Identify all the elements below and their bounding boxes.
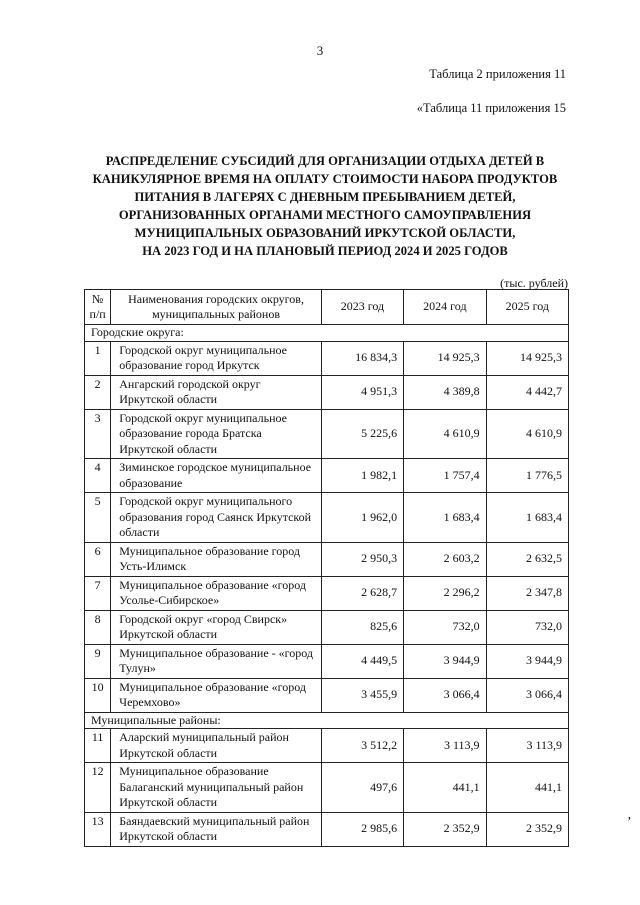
row-name-line: образование города Братска bbox=[119, 426, 262, 440]
table-row bbox=[85, 459, 569, 493]
title-line: КАНИКУЛЯРНОЕ ВРЕМЯ НА ОПЛАТУ СТОИМОСТИ НАБОРА ПРОДУКТОВ bbox=[92, 172, 558, 186]
row-number: 10 bbox=[85, 678, 111, 712]
row-name-line: Городской округ «город Свирск» bbox=[119, 611, 288, 626]
header-number-line2: п/п bbox=[89, 307, 106, 321]
table-row bbox=[85, 812, 569, 846]
row-name-line: Иркутской области bbox=[119, 795, 218, 809]
row-name-line: области bbox=[119, 525, 160, 539]
value-2025: 1 776,5 bbox=[486, 459, 568, 493]
table-row bbox=[85, 729, 569, 763]
header-2023: 2023 год bbox=[321, 290, 403, 325]
row-name bbox=[111, 493, 322, 543]
value-2023: 4 951,3 bbox=[321, 375, 403, 409]
header-name-line2: муниципальных районов bbox=[152, 307, 280, 321]
group-row-districts bbox=[85, 712, 569, 729]
row-name bbox=[111, 812, 322, 846]
value-2024: 3 113,9 bbox=[404, 729, 486, 763]
value-2024: 1 757,4 bbox=[404, 459, 486, 493]
row-name-line: Муниципальное образование город bbox=[119, 543, 301, 558]
value-2024: 732,0 bbox=[404, 610, 486, 644]
row-name bbox=[111, 375, 322, 409]
table-row bbox=[85, 576, 569, 610]
table-row bbox=[85, 341, 569, 375]
value-2025: 732,0 bbox=[486, 610, 568, 644]
table-reference-line-2: «Таблица 11 приложения 15 bbox=[416, 101, 566, 115]
row-number: 9 bbox=[85, 644, 111, 678]
table-reference-line-1: Таблица 2 приложения 11 bbox=[429, 67, 566, 81]
title-line: РАСПРЕДЕЛЕНИЕ СУБСИДИЙ ДЛЯ ОРГАНИЗАЦИИ ОТДЫХА ДЕТЕЙ В bbox=[105, 154, 545, 168]
group-row-urban bbox=[85, 325, 569, 342]
title-line: ОРГАНИЗОВАННЫХ ОРГАНАМИ МЕСТНОГО САМОУПРАВЛЕНИЯ bbox=[118, 208, 532, 222]
header-number bbox=[85, 290, 111, 325]
value-2023: 3 512,2 bbox=[321, 729, 403, 763]
row-name bbox=[111, 644, 322, 678]
value-2023: 497,6 bbox=[321, 763, 403, 813]
table-row bbox=[85, 678, 569, 712]
row-number: 5 bbox=[85, 493, 111, 543]
header-number-line1: № bbox=[91, 291, 104, 306]
row-name bbox=[111, 409, 322, 459]
margin-mark: ’ bbox=[627, 815, 632, 830]
title-line: МУНИЦИПАЛЬНЫХ ОБРАЗОВАНИЙ ИРКУТСКОЙ ОБЛАСТИ, bbox=[134, 226, 516, 240]
row-name-line: Аларский муниципальный район bbox=[119, 730, 289, 744]
value-2025: 2 347,8 bbox=[486, 576, 568, 610]
row-number: 12 bbox=[85, 763, 111, 813]
value-2025: 3 066,4 bbox=[486, 678, 568, 712]
row-name-line: Муниципальное образование «город bbox=[119, 679, 307, 694]
table-row bbox=[85, 375, 569, 409]
value-2024: 441,1 bbox=[404, 763, 486, 813]
value-2025: 1 683,4 bbox=[486, 493, 568, 543]
table-row bbox=[85, 644, 569, 678]
value-2023: 2 950,3 bbox=[321, 542, 403, 576]
value-2023: 16 834,3 bbox=[321, 341, 403, 375]
value-2023: 2 985,6 bbox=[321, 812, 403, 846]
value-2025: 441,1 bbox=[486, 763, 568, 813]
header-name-line1: Наименования городских округов, bbox=[128, 291, 304, 306]
value-2024: 2 603,2 bbox=[404, 542, 486, 576]
value-2025: 3 113,9 bbox=[486, 729, 568, 763]
group-label: Городские округа: bbox=[85, 325, 569, 342]
row-name-line: Иркутской области bbox=[119, 441, 218, 456]
row-name-line: Черемхово» bbox=[119, 695, 181, 709]
row-number: 8 bbox=[85, 610, 111, 644]
value-2025: 2 352,9 bbox=[486, 812, 568, 846]
row-name-line: Иркутской области bbox=[119, 745, 218, 760]
row-name-line: Баяндаевский муниципальный район bbox=[119, 813, 310, 828]
row-name-line: Тулун» bbox=[119, 661, 156, 675]
row-number: 4 bbox=[85, 459, 111, 493]
header-2024: 2024 год bbox=[404, 290, 486, 325]
row-number: 2 bbox=[85, 375, 111, 409]
table-row bbox=[85, 493, 569, 543]
row-number: 7 bbox=[85, 576, 111, 610]
subsidy-table bbox=[84, 289, 569, 847]
row-name bbox=[111, 459, 322, 493]
value-2025: 4 610,9 bbox=[486, 409, 568, 459]
table-row bbox=[85, 409, 569, 459]
page-number: 3 bbox=[316, 43, 324, 58]
row-name-line: Муниципальное образование - «город bbox=[119, 645, 314, 660]
row-name-line: образования город Саянск Иркутской bbox=[119, 509, 312, 524]
value-2024: 14 925,3 bbox=[404, 341, 486, 375]
row-name bbox=[111, 729, 322, 763]
value-2025: 4 442,7 bbox=[486, 375, 568, 409]
table-header-row bbox=[85, 290, 569, 325]
row-name-line: Иркутской области bbox=[119, 829, 218, 843]
row-name-line: Городской округ муниципальное bbox=[119, 410, 287, 425]
title-line: ПИТАНИЯ В ЛАГЕРЯХ С ДНЕВНЫМ ПРЕБЫВАНИЕМ ДЕТЕЙ, bbox=[134, 190, 516, 204]
row-number: 13 bbox=[85, 812, 111, 846]
value-2024: 4 389,8 bbox=[404, 375, 486, 409]
row-name-line: Иркутской области bbox=[119, 627, 218, 641]
row-name-line: образование bbox=[119, 475, 183, 490]
row-name-line: Усолье-Сибирское» bbox=[119, 593, 220, 607]
row-name bbox=[111, 763, 322, 813]
title-line: НА 2023 ГОД И НА ПЛАНОВЫЙ ПЕРИОД 2024 И 2025 ГОДОВ bbox=[142, 244, 508, 258]
row-number: 1 bbox=[85, 341, 111, 375]
value-2023: 3 455,9 bbox=[321, 678, 403, 712]
table-row bbox=[85, 610, 569, 644]
row-name-line: Балаганский муниципальный район bbox=[119, 779, 304, 794]
header-2025: 2025 год bbox=[486, 290, 568, 325]
value-2023: 825,6 bbox=[321, 610, 403, 644]
row-name bbox=[111, 341, 322, 375]
row-name-line: Муниципальное образование bbox=[119, 764, 269, 778]
row-name-line: Зиминское городское муниципальное bbox=[119, 460, 312, 474]
header-name bbox=[111, 290, 322, 325]
row-name-line: образование город Иркутск bbox=[119, 358, 260, 372]
value-2025: 2 632,5 bbox=[486, 542, 568, 576]
value-2023: 1 982,1 bbox=[321, 459, 403, 493]
row-name-line: Иркутской области bbox=[119, 392, 218, 406]
table-row bbox=[85, 542, 569, 576]
value-2023: 4 449,5 bbox=[321, 644, 403, 678]
value-2024: 3 944,9 bbox=[404, 644, 486, 678]
value-2024: 4 610,9 bbox=[404, 409, 486, 459]
row-name bbox=[111, 542, 322, 576]
units-label: (тыс. рублей) bbox=[500, 276, 568, 290]
group-label: Муниципальные районы: bbox=[85, 712, 569, 729]
value-2024: 2 352,9 bbox=[404, 812, 486, 846]
row-name bbox=[111, 610, 322, 644]
row-name bbox=[111, 576, 322, 610]
value-2023: 1 962,0 bbox=[321, 493, 403, 543]
value-2025: 3 944,9 bbox=[486, 644, 568, 678]
row-number: 6 bbox=[85, 542, 111, 576]
value-2024: 3 066,4 bbox=[404, 678, 486, 712]
document-title bbox=[70, 152, 580, 260]
value-2025: 14 925,3 bbox=[486, 341, 568, 375]
row-name-line: Усть-Илимск bbox=[119, 559, 187, 573]
value-2024: 2 296,2 bbox=[404, 576, 486, 610]
value-2024: 1 683,4 bbox=[404, 493, 486, 543]
table-row bbox=[85, 763, 569, 813]
row-name bbox=[111, 678, 322, 712]
row-number: 11 bbox=[85, 729, 111, 763]
value-2023: 5 225,6 bbox=[321, 409, 403, 459]
row-name-line: Городской округ муниципального bbox=[119, 494, 293, 508]
row-name-line: Городской округ муниципальное bbox=[119, 342, 287, 357]
row-number: 3 bbox=[85, 409, 111, 459]
row-name-line: Муниципальное образование «город bbox=[119, 577, 307, 592]
value-2023: 2 628,7 bbox=[321, 576, 403, 610]
row-name-line: Ангарский городской округ bbox=[119, 376, 261, 391]
